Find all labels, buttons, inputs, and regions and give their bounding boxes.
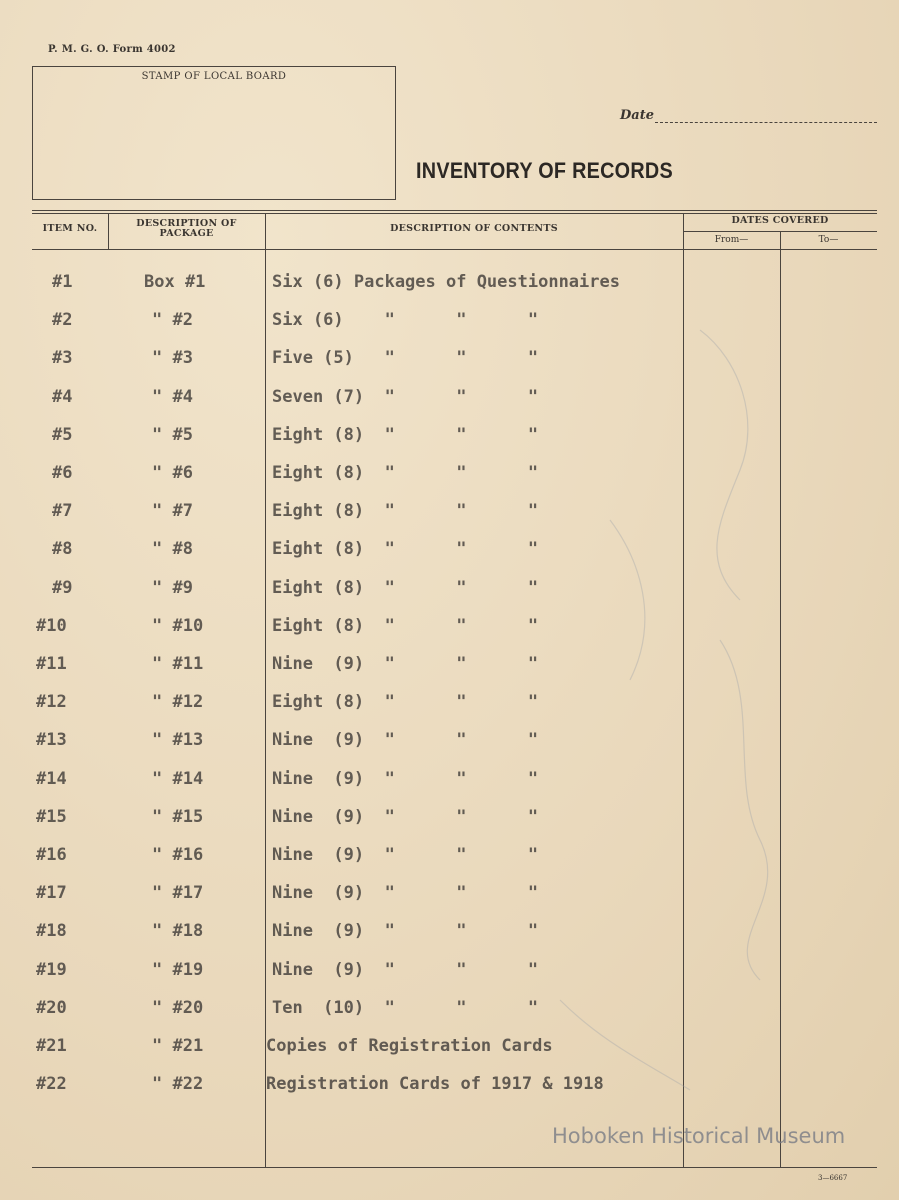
stamp-label: STAMP OF LOCAL BOARD xyxy=(141,71,287,82)
row-item-no: #6 xyxy=(52,463,73,483)
form-id: P. M. G. O. Form 4002 xyxy=(48,44,176,55)
header-to: To— xyxy=(818,235,839,245)
row-item-no: #17 xyxy=(36,883,67,903)
row-item-no: #19 xyxy=(36,960,67,980)
row-contents: Ten (10) " " " xyxy=(272,998,539,1018)
row-item-no: #18 xyxy=(36,921,67,941)
row-contents: Copies of Registration Cards xyxy=(266,1036,553,1056)
row-contents: Eight (8) " " " xyxy=(272,578,539,598)
date-label: Date xyxy=(620,108,654,123)
row-package: " #3 xyxy=(152,348,193,368)
row-package: " #11 xyxy=(152,654,204,674)
row-package: " #2 xyxy=(152,310,193,330)
row-package: " #7 xyxy=(152,501,193,521)
row-contents: Eight (8) " " " xyxy=(272,539,539,559)
row-item-no: #3 xyxy=(52,348,73,368)
header-from: From— xyxy=(714,235,749,245)
row-package: " #12 xyxy=(152,692,204,712)
header-package-line2: PACKAGE xyxy=(159,228,214,239)
row-contents: Nine (9) " " " xyxy=(272,883,539,903)
row-contents: Six (6) " " " xyxy=(272,310,539,330)
row-package: " #22 xyxy=(152,1074,204,1094)
row-contents: Eight (8) " " " xyxy=(272,501,539,521)
footer-code: 3—6667 xyxy=(818,1174,848,1182)
row-item-no: #13 xyxy=(36,730,67,750)
row-item-no: #7 xyxy=(52,501,73,521)
row-package: " #15 xyxy=(152,807,204,827)
row-contents: Nine (9) " " " xyxy=(272,921,539,941)
row-package: " #5 xyxy=(152,425,193,445)
header-contents: DESCRIPTION OF CONTENTS xyxy=(390,223,558,234)
row-item-no: #21 xyxy=(36,1036,67,1056)
header-item-no: ITEM NO. xyxy=(42,223,98,234)
row-package: " #9 xyxy=(152,578,193,598)
row-package: " #16 xyxy=(152,845,204,865)
row-item-no: #10 xyxy=(36,616,67,636)
row-contents: Six (6) Packages of Questionnaires xyxy=(272,272,620,292)
header-dates-covered: DATES COVERED xyxy=(731,215,829,226)
row-item-no: #14 xyxy=(36,769,67,789)
row-item-no: #15 xyxy=(36,807,67,827)
row-package: " #10 xyxy=(152,616,204,636)
row-package: " #6 xyxy=(152,463,193,483)
row-contents: Nine (9) " " " xyxy=(272,807,539,827)
header-package-line1: DESCRIPTION OF xyxy=(136,218,237,229)
row-item-no: #4 xyxy=(52,387,73,407)
row-package: " #21 xyxy=(152,1036,204,1056)
row-contents: Nine (9) " " " xyxy=(272,845,539,865)
row-item-no: #9 xyxy=(52,578,73,598)
row-package: " #19 xyxy=(152,960,204,980)
row-contents: Five (5) " " " xyxy=(272,348,539,368)
row-contents: Eight (8) " " " xyxy=(272,425,539,445)
row-package: " #4 xyxy=(152,387,193,407)
row-contents: Registration Cards of 1917 & 1918 xyxy=(266,1074,604,1094)
row-item-no: #22 xyxy=(36,1074,67,1094)
row-package: " #17 xyxy=(152,883,204,903)
row-contents: Eight (8) " " " xyxy=(272,616,539,636)
row-package: " #14 xyxy=(152,769,204,789)
row-contents: Nine (9) " " " xyxy=(272,960,539,980)
row-item-no: #2 xyxy=(52,310,73,330)
row-package: " #13 xyxy=(152,730,204,750)
row-contents: Nine (9) " " " xyxy=(272,654,539,674)
watermark: Hoboken Historical Museum xyxy=(552,1124,846,1148)
row-package: " #18 xyxy=(152,921,204,941)
row-item-no: #1 xyxy=(52,272,73,292)
row-item-no: #11 xyxy=(36,654,67,674)
row-contents: Eight (8) " " " xyxy=(272,463,539,483)
row-item-no: #5 xyxy=(52,425,73,445)
row-item-no: #16 xyxy=(36,845,67,865)
row-package: Box #1 xyxy=(144,272,206,292)
row-contents: Nine (9) " " " xyxy=(272,730,539,750)
row-package: " #20 xyxy=(152,998,204,1018)
row-contents: Nine (9) " " " xyxy=(272,769,539,789)
row-contents: Eight (8) " " " xyxy=(272,692,539,712)
row-item-no: #12 xyxy=(36,692,67,712)
row-item-no: #8 xyxy=(52,539,73,559)
page-title: INVENTORY OF RECORDS xyxy=(416,158,673,183)
row-contents: Seven (7) " " " xyxy=(272,387,539,407)
row-package: " #8 xyxy=(152,539,193,559)
row-item-no: #20 xyxy=(36,998,67,1018)
